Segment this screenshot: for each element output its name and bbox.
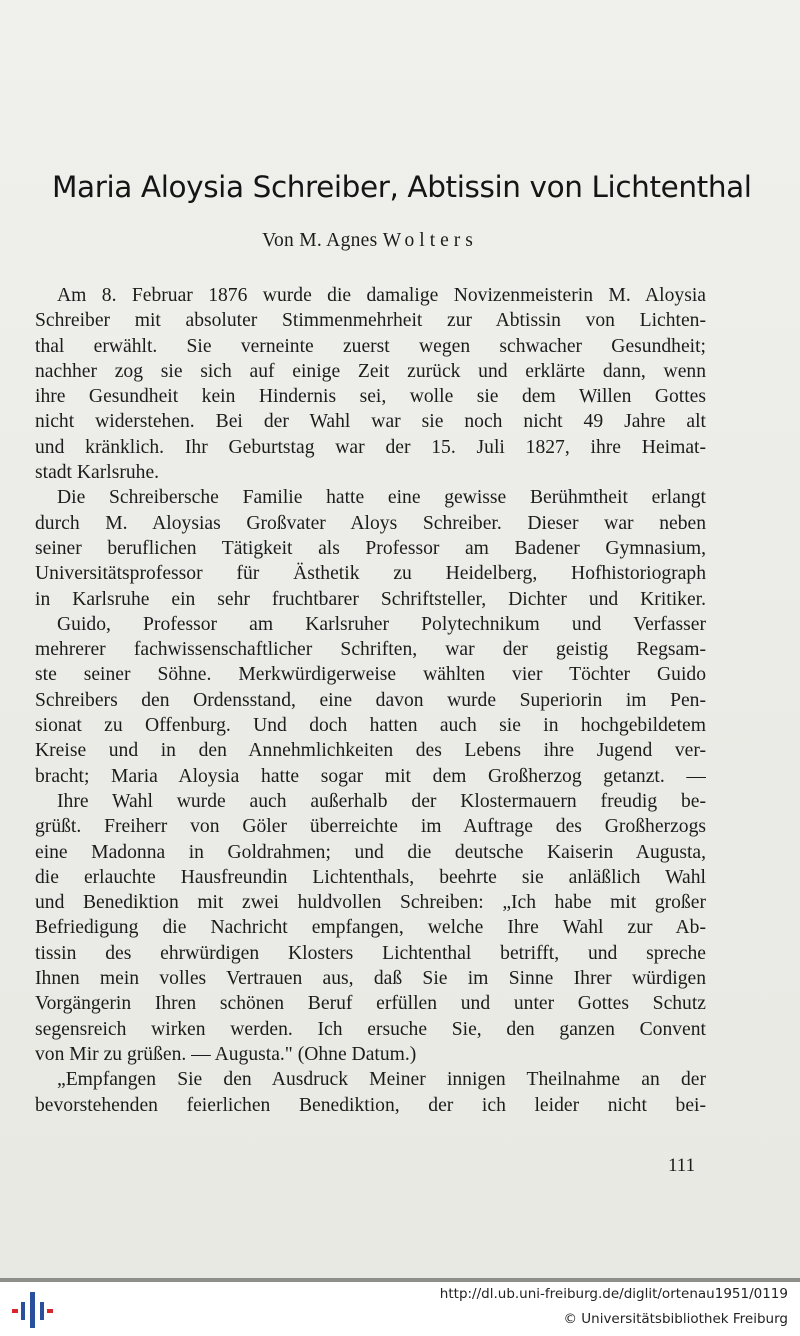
logo-bar-right: [40, 1302, 44, 1320]
text-line: Ihnen mein volles Vertrauen aus, daß Sie im Sinne Ihrer würdigen: [35, 968, 706, 990]
author-name: Wolters: [382, 230, 478, 251]
article-title: Maria Aloysia Schreiber, Abtissin von Lichtenthal: [52, 170, 752, 204]
text-line: die erlauchte Hausfreundin Lichtenthals, beehrte sie anläßlich Wahl: [35, 866, 706, 888]
article-body: [35, 283, 706, 1118]
text-line: von Mir zu grüßen. — Augusta." (Ohne Datum.): [35, 1043, 417, 1065]
text-line: bevorstehenden feierlichen Benediktion, der ich leider nicht bei-: [35, 1094, 706, 1116]
text-line: Die Schreibersche Familie hatte eine gewisse Berühmtheit erlangt: [57, 487, 706, 509]
text-line: ste seiner Söhne. Merkwürdigerweise wählten vier Töchter Guido: [35, 664, 706, 686]
text-line: segensreich wirken werden. Ich ersuche Sie, den ganzen Convent: [35, 1018, 706, 1040]
paragraph: [35, 283, 706, 485]
library-footer: [0, 1282, 800, 1336]
permalink-url[interactable]: http://dl.ub.uni-freiburg.de/diglit/ortenau1951/0119: [439, 1286, 788, 1302]
logo-graphic: [10, 1290, 54, 1330]
text-line: ihre Gesundheit kein Hindernis sei, wolle sie dem Willen Gottes: [35, 386, 706, 408]
text-line: durch M. Aloysias Großvater Aloys Schreiber. Dieser war neben: [35, 512, 706, 534]
paragraph: [35, 1067, 706, 1118]
text-line: eine Madonna in Goldrahmen; und die deutsche Kaiserin Augusta,: [35, 841, 706, 863]
text-line: und kränklich. Ihr Geburtstag war der 15. Juli 1827, ihre Heimat-: [35, 436, 706, 458]
logo-dash-left: [12, 1309, 18, 1313]
paragraph: [35, 485, 706, 611]
text-line: Guido, Professor am Karlsruher Polytechnikum und Verfasser: [57, 613, 706, 635]
text-line: und Benediktion mit zwei huldvollen Schreiben: „Ich habe mit großer: [35, 892, 706, 914]
text-line: Am 8. Februar 1876 wurde die damalige Novizenmeisterin M. Aloysia: [57, 285, 706, 306]
text-line: bracht; Maria Aloysia hatte sogar mit dem Großherzog getanzt. —: [35, 765, 706, 787]
text-line: in Karlsruhe ein sehr fruchtbarer Schriftsteller, Dichter und Kritiker.: [35, 588, 706, 610]
text-line: nachher zog sie sich auf einige Zeit zurück und erklärte dann, wenn: [35, 360, 706, 382]
text-line: Befriedigung die Nachricht empfangen, welche Ihre Wahl zur Ab-: [35, 917, 706, 939]
text-line: thal erwählt. Sie verneinte zuerst wegen schwacher Gesundheit;: [35, 335, 706, 357]
text-line: Schreibers den Ordensstand, eine davon wurde Superiorin im Pen-: [35, 689, 706, 711]
text-line: „Empfangen Sie den Ausdruck Meiner innigen Theilnahme an der: [57, 1069, 706, 1091]
text-line: sionat zu Offenburg. Und doch hatten auch sie in hochgebildetem: [35, 715, 706, 737]
paragraph: [35, 612, 706, 789]
ub-freiburg-logo-icon: [10, 1290, 54, 1330]
text-line: seiner beruflichen Tätigkeit als Professor am Badener Gymnasium,: [35, 537, 706, 559]
text-line: nicht widerstehen. Bei der Wahl war sie noch nicht 49 Jahre alt: [35, 411, 706, 433]
article-author: [0, 230, 740, 252]
page-number: 111: [668, 1155, 696, 1176]
copyright-notice: © Universitätsbibliothek Freiburg: [563, 1311, 788, 1327]
logo-dash-right: [47, 1309, 53, 1313]
text-line: stadt Karlsruhe.: [35, 462, 160, 484]
text-line: Schreiber mit absoluter Stimmenmehrheit zur Abtissin von Lichten-: [35, 310, 706, 332]
text-line: Universitätsprofessor für Ästhetik zu Heidelberg, Hofhistoriograph: [35, 563, 706, 585]
text-line: grüßt. Freiherr von Göler überreichte im Auftrage des Großherzogs: [35, 816, 706, 838]
text-line: Vorgängerin Ihren schönen Beruf erfüllen und unter Gottes Schutz: [35, 993, 706, 1015]
text-line: Ihre Wahl wurde auch außerhalb der Klostermauern freudig be-: [57, 790, 706, 812]
text-line: mehrerer fachwissenschaftlicher Schriften, war der geistig Regsam-: [35, 639, 706, 661]
logo-bar-center: [30, 1292, 35, 1328]
author-prefix: Von M. Agnes: [262, 230, 378, 251]
logo-bar-left: [21, 1302, 25, 1320]
paragraph: [35, 789, 706, 1067]
text-line: tissin des ehrwürdigen Klosters Lichtenthal betrifft, und spreche: [35, 942, 706, 964]
text-line: Kreise und in den Annehmlichkeiten des Lebens ihre Jugend ver-: [35, 740, 706, 762]
